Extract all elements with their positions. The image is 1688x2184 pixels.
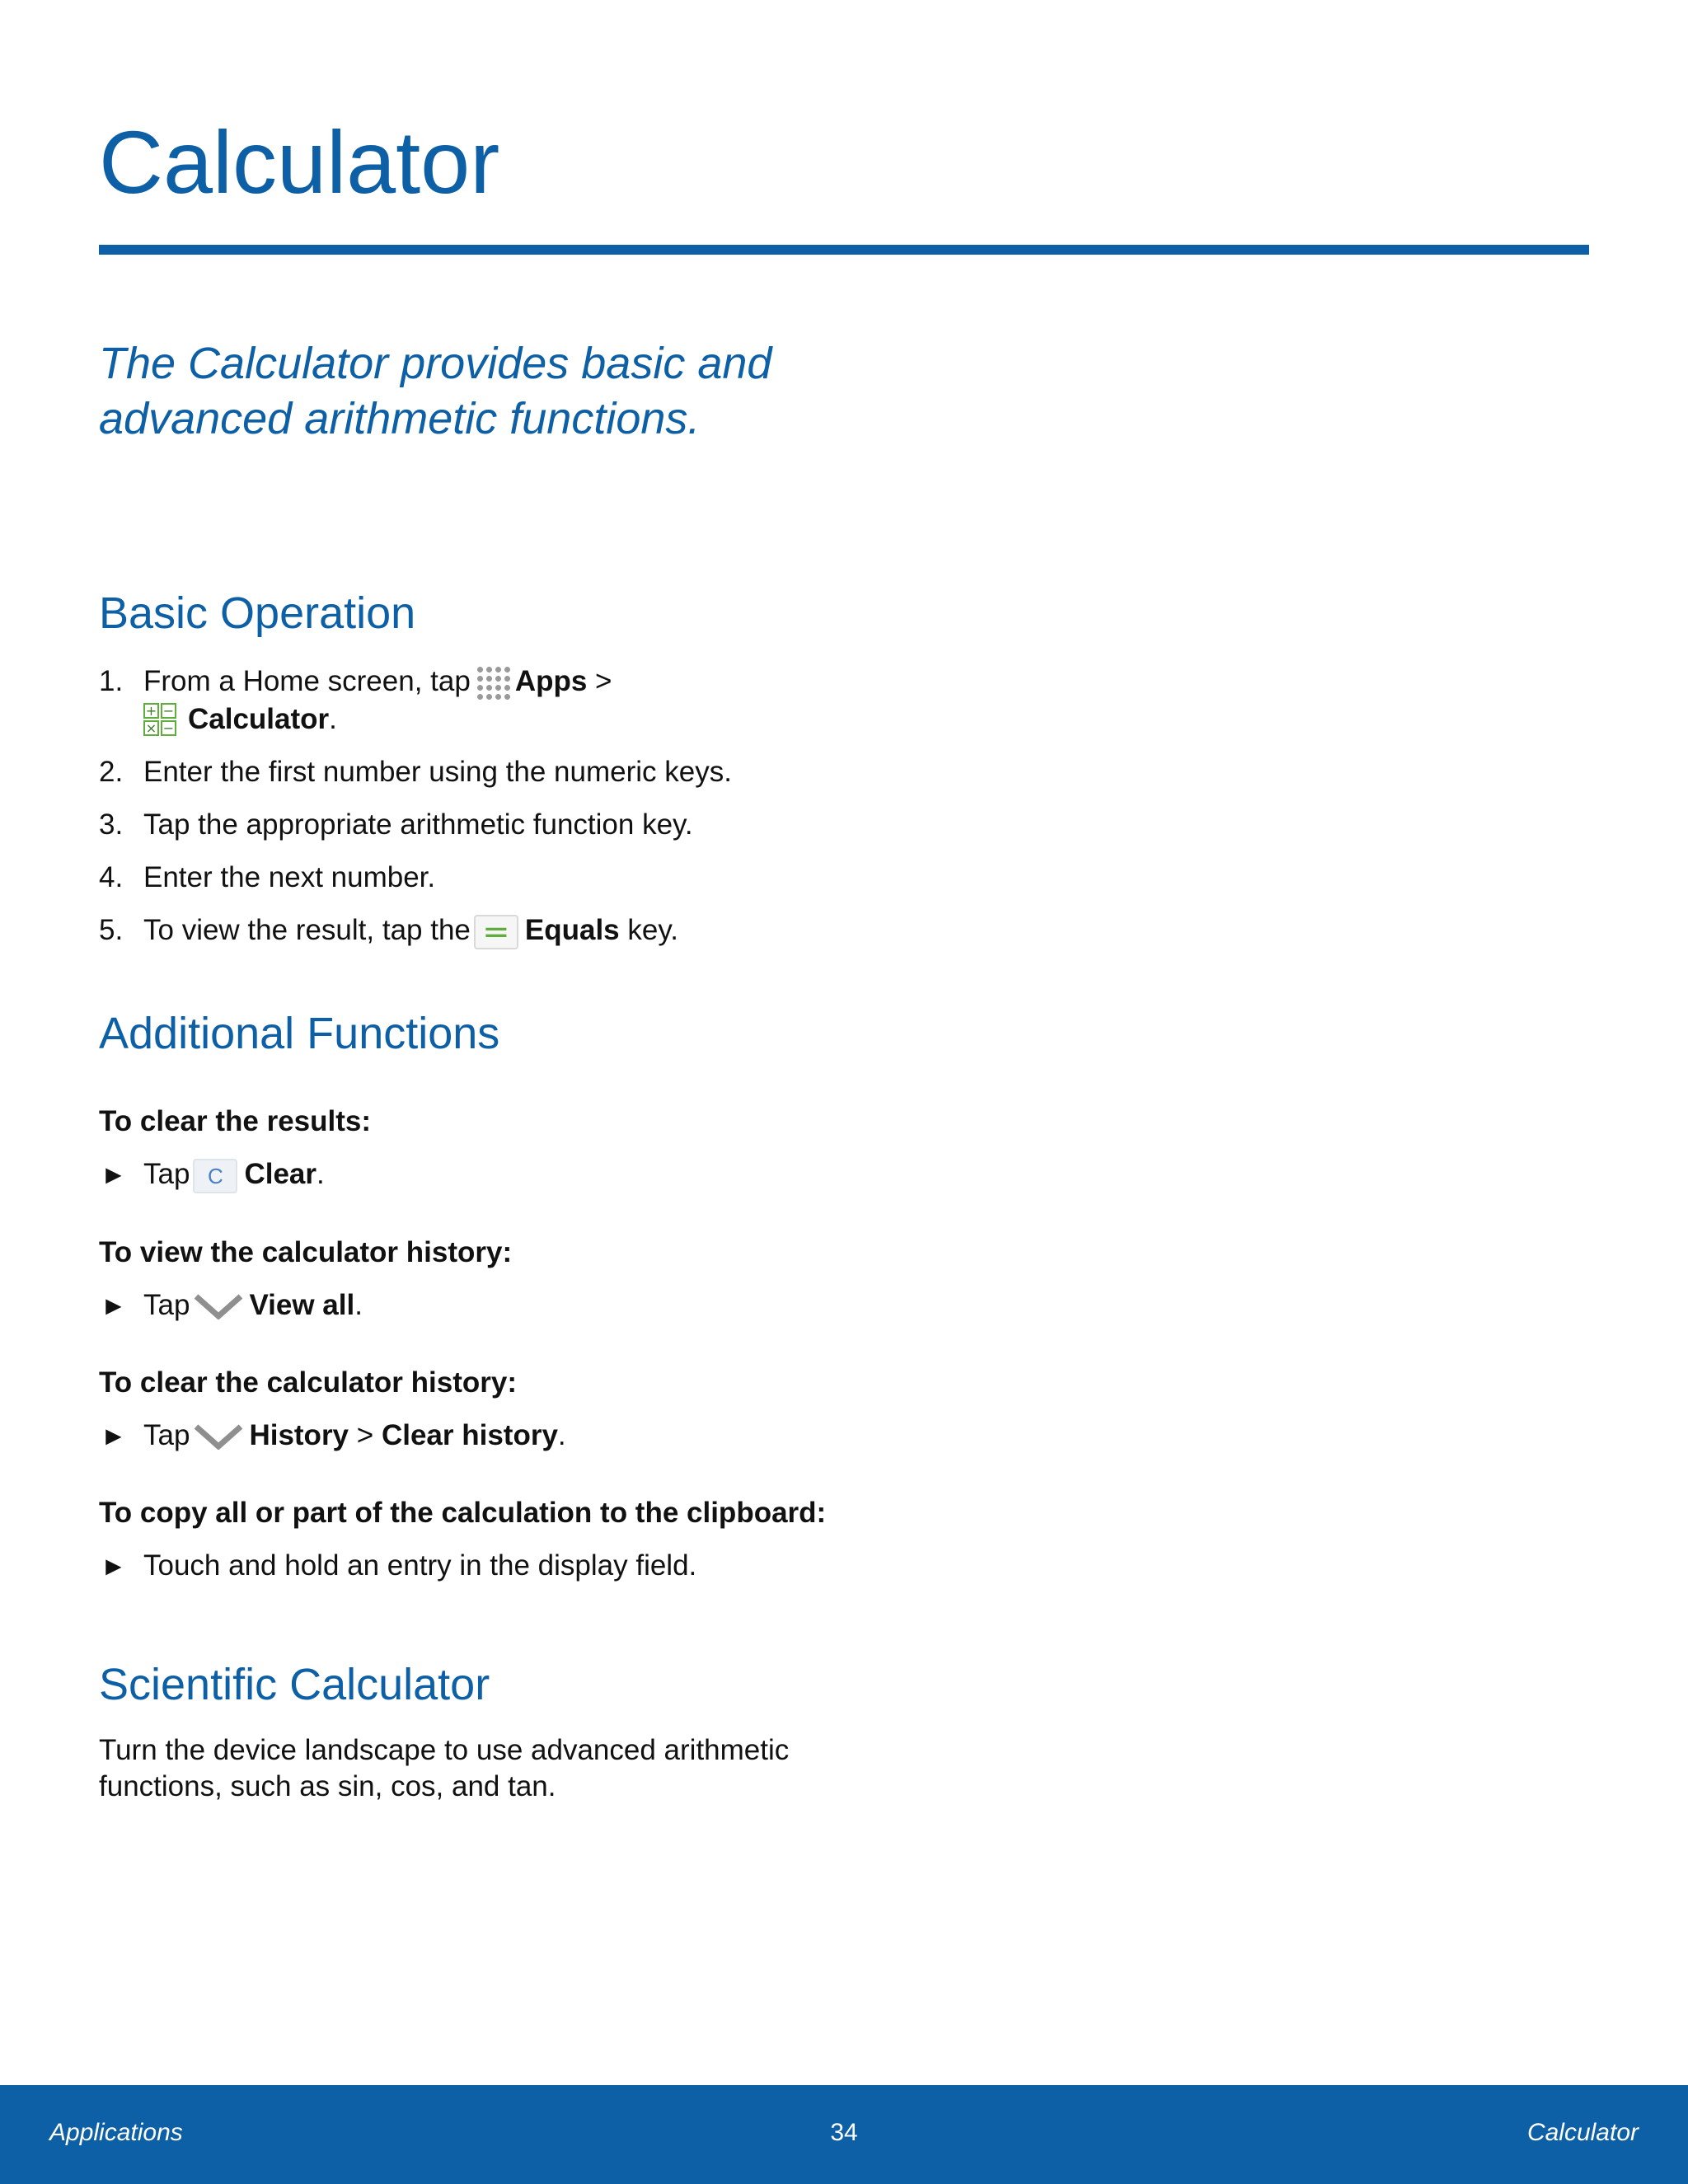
- step-number: 4.: [99, 861, 124, 894]
- equals-key-icon: =: [474, 915, 518, 949]
- view-history-instruction: [99, 1287, 841, 1324]
- step-number: 3.: [99, 808, 124, 841]
- tap-text: Tap: [143, 1288, 190, 1321]
- period: .: [557, 1418, 566, 1451]
- arrow-bullet-icon: ►: [101, 1159, 127, 1189]
- view-history-label: To view the calculator history:: [99, 1235, 513, 1268]
- copy-group: [99, 1495, 841, 1584]
- page-title: Calculator: [99, 112, 500, 212]
- clear-history-label: To clear the calculator history:: [99, 1366, 517, 1399]
- content: [99, 587, 841, 1805]
- calculator-label: Calculator: [188, 702, 330, 735]
- step-text: Enter the first number using the numeric keys.: [143, 756, 732, 789]
- arrow-bullet-icon: ►: [101, 1420, 127, 1451]
- step-text: To view the result, tap the: [143, 914, 471, 947]
- heading-additional-functions: Additional Functions: [99, 1009, 500, 1059]
- heading-scientific-calculator: Scientific Calculator: [99, 1659, 490, 1709]
- step-1: [99, 663, 841, 738]
- step-text: Enter the next number.: [143, 861, 436, 894]
- chevron-down-icon: [193, 1293, 244, 1319]
- tap-text: Tap: [143, 1157, 190, 1190]
- heading-basic-operation: Basic Operation: [99, 588, 416, 638]
- step-5: [99, 912, 841, 952]
- view-history-group: [99, 1235, 841, 1324]
- steps-list: [99, 663, 841, 952]
- tap-text: Tap: [143, 1418, 190, 1451]
- clear-history-option: Clear history: [381, 1418, 558, 1451]
- copy-label: To copy all or part of the calculation to the clipboard:: [99, 1496, 827, 1529]
- step-text-end: key.: [627, 914, 678, 947]
- clear-history-group: [99, 1365, 841, 1454]
- footer-chapter: Calculator: [1526, 2119, 1639, 2146]
- page-number: 34: [830, 2119, 858, 2146]
- clear-key-icon: C: [193, 1159, 237, 1193]
- apps-label: Apps: [514, 664, 588, 697]
- minus-glyph: −: [161, 720, 176, 736]
- clear-results-label: To clear the results:: [99, 1104, 372, 1137]
- chevron-down-icon: [193, 1423, 244, 1450]
- apps-grid-icon: [476, 665, 512, 701]
- page-footer: [0, 2085, 1688, 2184]
- intro-text: The Calculator provides basic and advanced arithmetic functions.: [99, 339, 772, 443]
- clear-results-instruction: [99, 1156, 841, 1193]
- scientific-text: Turn the device landscape to use advanced arithmetic functions, such as sin, cos, and tan.: [99, 1734, 790, 1803]
- period: .: [329, 702, 337, 735]
- separator: >: [356, 1418, 374, 1451]
- clear-results-group: [99, 1104, 841, 1193]
- step-number: 5.: [99, 914, 124, 947]
- period: .: [354, 1288, 363, 1321]
- view-all-label: View all: [249, 1288, 355, 1321]
- title-divider: [99, 245, 1589, 255]
- step-2: [99, 754, 841, 790]
- step-number: 1.: [99, 664, 124, 697]
- period: .: [316, 1157, 325, 1190]
- times-glyph: ×: [143, 720, 159, 736]
- step-text: From a Home screen, tap: [143, 664, 471, 697]
- separator: >: [595, 664, 612, 697]
- step-4: [99, 860, 841, 896]
- copy-instruction: [99, 1548, 841, 1584]
- footer-section: Applications: [49, 2119, 183, 2146]
- step-text: Tap the appropriate arithmetic function key.: [143, 808, 693, 841]
- copy-text: Touch and hold an entry in the display field.: [143, 1549, 697, 1582]
- arrow-bullet-icon: ►: [101, 1290, 127, 1320]
- clear-history-instruction: [99, 1418, 841, 1454]
- step-number: 2.: [99, 756, 124, 789]
- minus-glyph: −: [161, 703, 176, 719]
- calculator-app-icon: [143, 703, 180, 738]
- step-3: [99, 807, 841, 843]
- history-label: History: [249, 1418, 349, 1451]
- plus-glyph: +: [143, 703, 159, 719]
- clear-label: Clear: [244, 1157, 316, 1190]
- arrow-bullet-icon: ►: [101, 1550, 127, 1581]
- equals-label: Equals: [524, 914, 620, 947]
